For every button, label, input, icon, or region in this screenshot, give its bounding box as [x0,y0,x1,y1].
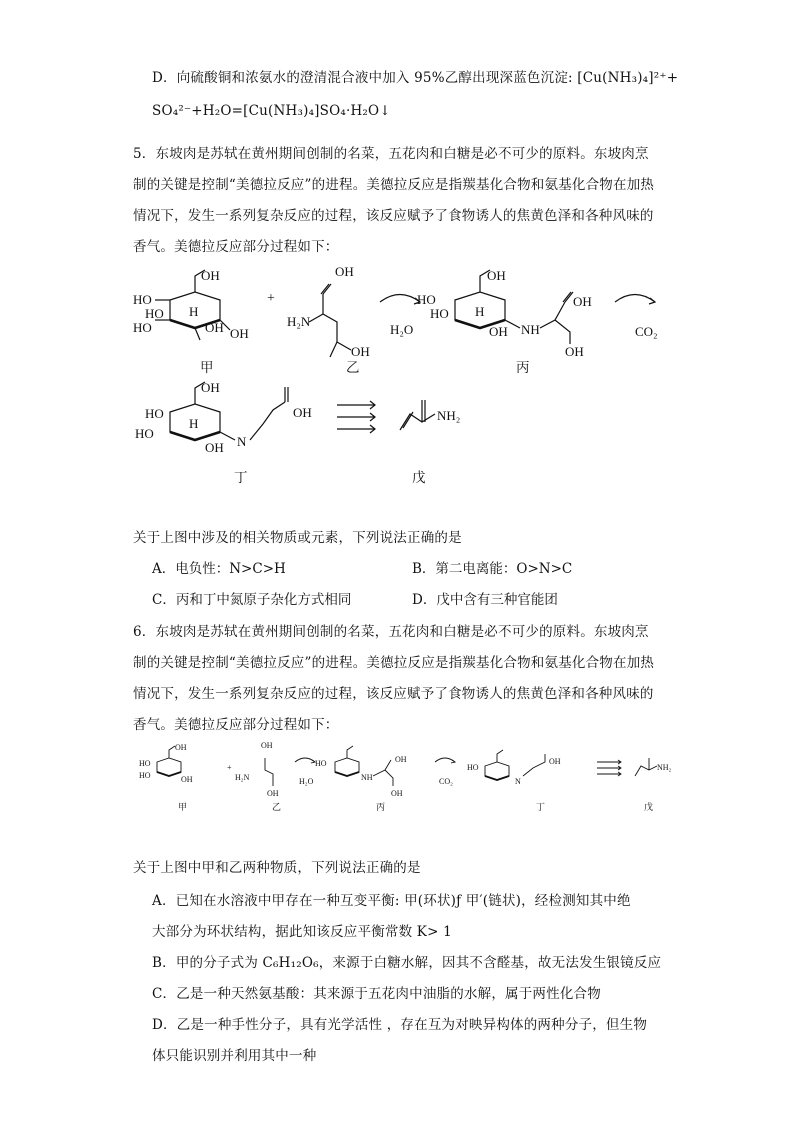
q6-option-d-line2: 体只能识别并利用其中一种 [152,1048,317,1064]
q5-atom-label: OH [351,344,370,359]
q5-reaction-scheme [125,262,670,492]
q5-option-d: D．戊中含有三种官能团 [412,592,558,608]
q6-stem-line: 香气。美德拉反应部分过程如下： [133,717,339,733]
q5-compound-label: 丁 [234,470,248,486]
q6-compound-label: 丙 [376,803,386,813]
q5-stem-line: 制的关键是控制“美德拉反应”的进程。美德拉反应是指羰基化合物和氨基化合物在加热 [133,177,655,193]
q6-atom-label: OH [395,755,407,764]
q5-atom-label: HO [417,292,436,307]
q5-atom-label: OH [573,294,592,309]
q6-atom-label: HO [139,759,151,768]
q6-atom-label: H₂O [299,777,314,786]
q5-atom-label: OH [293,405,312,420]
q5-atom-label: HO [145,406,164,421]
q6-reaction-scheme [135,740,680,820]
q5-option-a: A．电负性：N>C>H [152,561,286,577]
q5-plus: + [267,291,275,306]
q5-atom-label: HO [145,306,164,321]
q6-option-a-line2: 大部分为环状结构，据此知该反应平衡常数 K> 1 [152,924,452,940]
q5-atom-label: NH₂ [437,408,461,423]
q6-option-a-line1: A．已知在水溶液中甲存在一种互变平衡: 甲(环状)ƒ 甲′(链状)，经检测知其中绝 [152,893,631,909]
q6-option-d-line1: D．乙是一种手性分子，具有光学活性 ，存在互为对映异构体的两种分子，但生物 [152,1017,648,1033]
q5-atom-label: HO [135,426,154,441]
q6-atom-label: OH [267,789,279,798]
q6-atom-label: OH [181,775,193,784]
q6-option-c: C．乙是一种天然氨基酸：其来源于五花肉中油脂的水解，属于两性化合物 [152,986,601,1002]
q5-atom-label: HO [133,320,152,335]
q5-atom-label: OH [201,268,220,283]
q6-atom-label: H₂N [235,773,250,782]
q6-stem-line: 制的关键是控制“美德拉反应”的进程。美德拉反应是指羰基化合物和氨基化合物在加热 [133,655,655,671]
q6-atom-label: NH [361,773,373,782]
q5-compound-label: 丙 [516,360,530,376]
q5-compound-label: 戊 [412,470,426,486]
q6-compound-label: 乙 [272,803,282,813]
q6-atom-label: OH [175,743,187,752]
q6-atom-label: OH [391,789,403,798]
q5-atom-label: OH [565,344,584,359]
q6-atom-label: HO [467,763,479,772]
q5-atom-label: H [475,304,485,319]
q6-atom-label: HO [139,771,151,780]
q6-plus: + [227,763,232,772]
q5-atom-label: OH [489,324,508,339]
q5-option-b: B．第二电离能：O>N>C [412,561,573,577]
q6-compound-label: 丁 [536,803,546,813]
q6-atom-label: CO₂ [439,777,453,786]
q6-stem-line: 情况下，发生一系列复杂反应的过程，该反应赋予了食物诱人的焦黄色泽和各种风味的 [133,686,654,702]
q5-atom-label: H₂O [390,322,414,337]
q5-atom-label: NH [521,322,540,337]
q5-stem-line: 5．东坡肉是苏轼在黄州期间创制的名菜，五花肉和白糖是必不可少的原料。东坡肉烹 [133,146,649,162]
q6-atom-label: NH₂ [657,763,672,772]
q5-atom-label: OH [205,320,224,335]
q5-atom-label: N [237,434,247,449]
q5-atom-label: OH [487,268,506,283]
q5-atom-label: OH [201,380,220,395]
q5-stem-line: 香气。美德拉反应部分过程如下： [133,239,339,255]
q5-option-c: C．丙和丁中氮原子杂化方式相同 [152,592,352,608]
q6-atom-label: N [515,777,521,786]
q5-atom-label: OH [205,440,224,455]
q5-atom-label: H [189,416,199,431]
q6-atom-label: HO [315,759,327,768]
q4-option-d-line1: D．向硫酸铜和浓氨水的澄清混合液中加入 95%乙醇出现深蓝色沉淀: [Cu(NH₃)₄]²⁺+ [152,70,679,86]
q6-compound-label: 甲 [178,803,188,813]
q6-stem-line: 6．东坡肉是苏轼在黄州期间创制的名菜，五花肉和白糖是必不可少的原料。东坡肉烹 [133,624,649,640]
q6-option-b: B．甲的分子式为 C₆H₁₂O₆，来源于白糖水解，因其不含醛基，故无法发生银镜反应 [152,955,662,971]
q6-compound-label: 戊 [644,803,654,813]
q5-atom-label: HO [133,292,152,307]
q4-option-d-line2: SO₄²⁻+H₂O=[Cu(NH₃)₄]SO₄·H₂O↓ [152,103,391,119]
q5-question: 关于上图中涉及的相关物质或元素，下列说法正确的是 [133,530,462,546]
q5-compound-label: 乙 [346,360,360,376]
q6-atom-label: OH [549,757,561,766]
q5-atom-label: HO [430,306,449,321]
q5-compound-label: 甲 [200,360,214,376]
q5-atom-label: CO₂ [635,324,658,339]
q5-atom-label: OH [335,264,354,279]
q5-atom-label: H [189,304,199,319]
q6-atom-label: OH [261,741,273,750]
q6-question: 关于上图中甲和乙两种物质，下列说法正确的是 [133,860,421,876]
q5-atom-label: H₂N [287,314,311,329]
q5-atom-label: OH [230,326,249,341]
q5-stem-line: 情况下，发生一系列复杂反应的过程，该反应赋予了食物诱人的焦黄色泽和各种风味的 [133,208,654,224]
